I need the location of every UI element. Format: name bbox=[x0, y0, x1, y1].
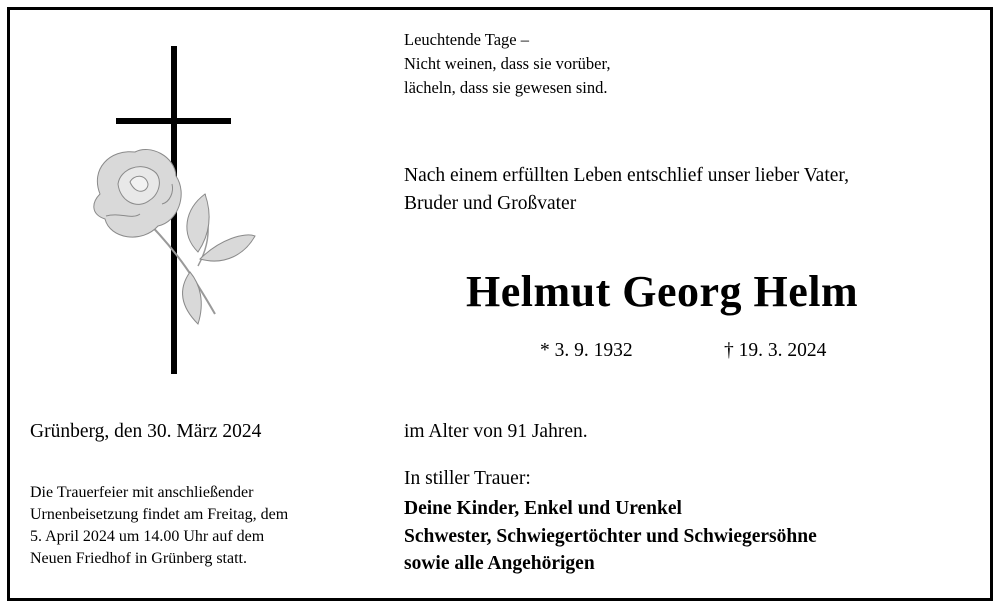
mourners-list bbox=[404, 495, 817, 578]
place-and-date: Grünberg, den 30. März 2024 bbox=[30, 421, 262, 442]
poem-verse: Leuchtende Tage – Nicht weinen, dass sie vorüber, lächeln, dass sie gewesen sind. bbox=[404, 30, 611, 97]
funeral-notice: Die Trauerfeier mit anschließender Urnenbeisetzung findet am Freitag, dem 5. April 2024 um 14.00 Uhr auf dem Neuen Friedhof in Grünberg statt. bbox=[30, 484, 289, 567]
mourner-line: Deine Kinder, Enkel und Urenkel bbox=[404, 498, 682, 519]
deceased-name: Helmut Georg Helm bbox=[466, 267, 859, 316]
mourning-label: In stiller Trauer: bbox=[404, 468, 531, 489]
mourner-line: sowie alle Angehörigen bbox=[404, 553, 595, 574]
age-text: im Alter von 91 Jahren. bbox=[404, 421, 588, 442]
mourner-line: Schwester, Schwiegertöchter und Schwiegersöhne bbox=[404, 525, 817, 547]
intro-text: Nach einem erfüllten Leben entschlief unser lieber Vater, Bruder und Großvater bbox=[404, 165, 849, 214]
birth-date: * 3. 9. 1932 bbox=[540, 340, 633, 361]
cross-with-rose-illustration bbox=[80, 44, 260, 376]
death-date: † 19. 3. 2024 bbox=[724, 340, 827, 361]
